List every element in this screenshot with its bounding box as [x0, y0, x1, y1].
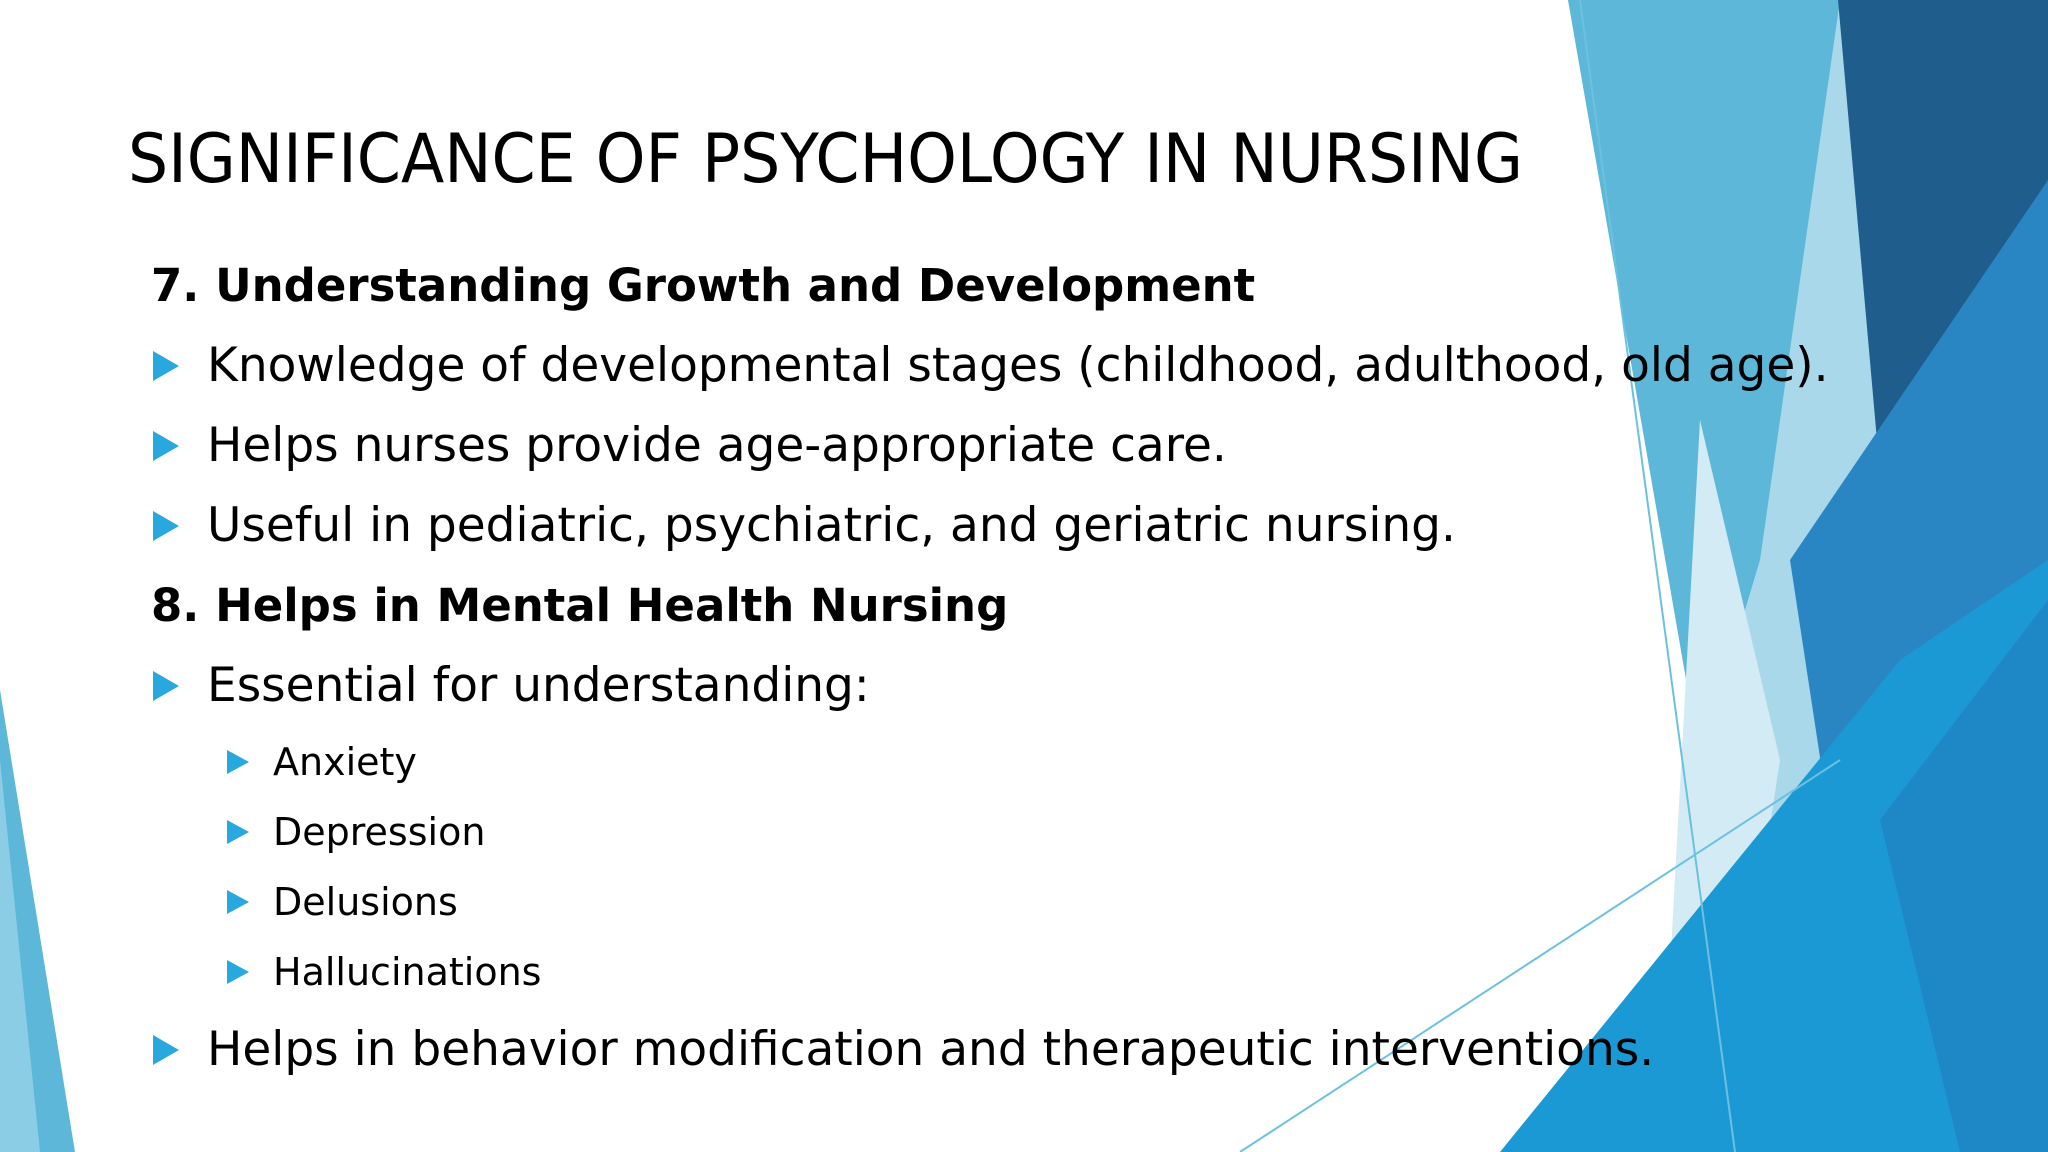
- bullet-arrow-icon: [227, 750, 249, 774]
- sub-list-item-text: Hallucinations: [273, 950, 542, 994]
- list-item-text: Essential for understanding:: [207, 658, 870, 713]
- bullet-arrow-icon: [227, 960, 249, 984]
- section-heading-text: 7. Understanding Growth and Development: [151, 259, 1256, 312]
- bullet-arrow-icon: [153, 671, 179, 701]
- sub-list-item-text: Delusions: [273, 880, 458, 924]
- sub-list-item-text: Depression: [273, 810, 486, 854]
- list-item: [153, 656, 870, 716]
- list-item: [153, 416, 1227, 476]
- slide-title: SIGNIFICANCE OF PSYCHOLOGY IN NURSING: [128, 120, 1523, 199]
- sub-list-item: [227, 737, 417, 787]
- section-heading-text: 8. Helps in Mental Health Nursing: [151, 579, 1009, 632]
- sub-list-item: [227, 947, 541, 997]
- bullet-arrow-icon: [227, 890, 249, 914]
- list-item-text: Useful in pediatric, psychiatric, and geriatric nursing.: [207, 498, 1456, 553]
- sub-list-item-text: Anxiety: [273, 740, 417, 784]
- section-heading: [151, 256, 1255, 316]
- sub-list-item: [227, 877, 458, 927]
- list-item: [153, 336, 1829, 396]
- bullet-arrow-icon: [153, 431, 179, 461]
- bullet-arrow-icon: [153, 351, 179, 381]
- bullet-arrow-icon: [153, 511, 179, 541]
- list-item-text: Knowledge of developmental stages (childhood, adulthood, old age).: [207, 338, 1829, 393]
- sub-list-item: [227, 807, 485, 857]
- list-item-text: Helps in behavior modification and therapeutic interventions.: [207, 1022, 1655, 1077]
- bullet-arrow-icon: [227, 820, 249, 844]
- list-item: [153, 496, 1456, 556]
- list-item: [153, 1020, 1654, 1080]
- section-heading: [151, 576, 1008, 636]
- list-item-text: Helps nurses provide age-appropriate care.: [207, 418, 1227, 473]
- bullet-arrow-icon: [153, 1035, 179, 1065]
